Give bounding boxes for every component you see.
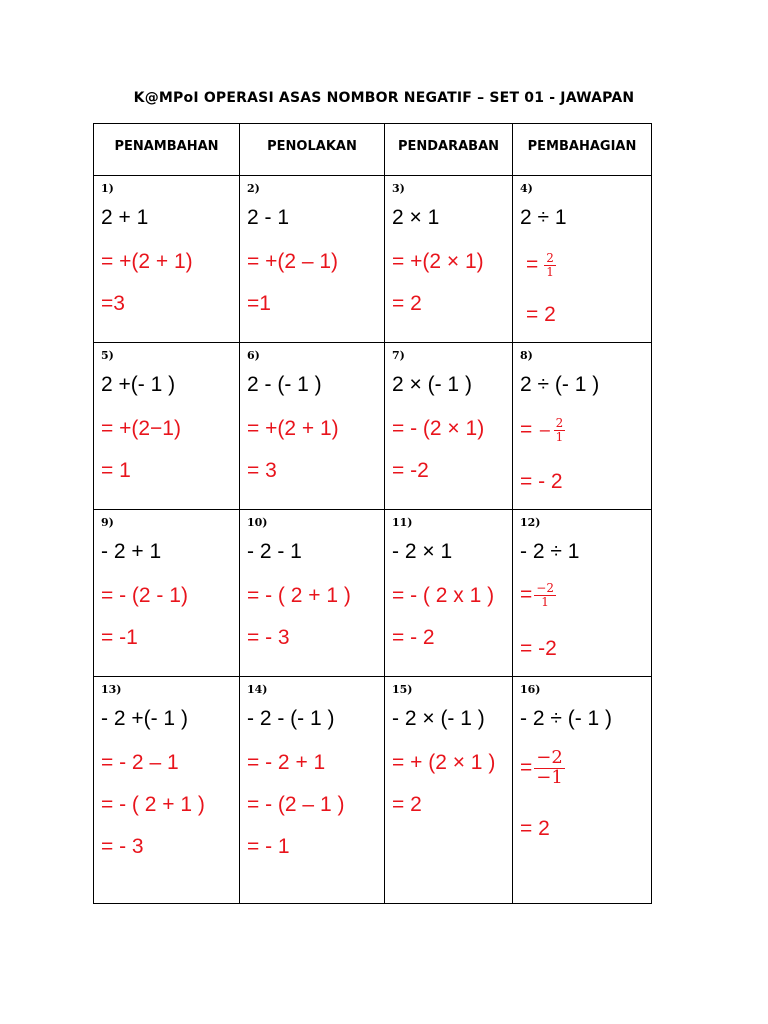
answer-step: = - 2 – 1 [101,751,179,774]
answer-step: = - 2 [520,470,563,493]
fraction-numerator: 2 [555,416,564,430]
problem-question: 2 ÷ 1 [520,206,567,229]
table-row [94,677,652,904]
problem-question: 2 × (- 1 ) [392,373,472,396]
problem-number: 2) [247,182,260,195]
header-penolakan: PENOLAKAN [240,124,385,176]
answer-step: = - 2 [392,626,435,649]
header-pendaraban: PENDARABAN [385,124,513,176]
problem-question: 2 +(- 1 ) [101,373,176,396]
problem-cell [513,510,652,677]
page-title: K@MPoI OPERASI ASAS NOMBOR NEGATIF – SET 01 - JAWAPAN [133,90,635,106]
answer-step: = - ( 2 + 1 ) [247,584,351,607]
fraction-numerator: −2 [536,747,563,768]
answer-step: = - ( 2 x 1 ) [392,584,495,607]
problem-question: 2 ÷ (- 1 ) [520,373,600,396]
problem-number: 16) [520,683,541,696]
problem-question: - 2 +(- 1 ) [101,707,188,730]
problem-number: 8) [520,349,533,362]
problem-cell [385,510,513,677]
problem-number: 13) [101,683,122,696]
problem-cell [94,677,240,904]
answer-step: = - (2 – 1 ) [247,793,345,816]
answer-step: = +(2 + 1) [101,250,193,273]
answer-table [93,123,652,904]
fraction-step [520,749,565,788]
problem-question: 2 - (- 1 ) [247,373,322,396]
problem-number: 10) [247,516,268,529]
answer-step: = - 1 [247,835,290,858]
problem-cell [240,343,385,510]
problem-cell [385,176,513,343]
problem-question: - 2 - (- 1 ) [247,707,335,730]
fraction [554,417,566,443]
problem-question: - 2 ÷ (- 1 ) [520,707,613,730]
answer-step: = - (2 × 1) [392,417,485,440]
answer-step: = 2 [392,793,422,816]
header-penambahan: PENAMBAHAN [94,124,240,176]
answer-step: = - ( 2 + 1 ) [101,793,205,816]
problem-number: 5) [101,349,114,362]
equals-sign: = [520,418,533,442]
fraction-step [526,252,556,278]
answer-step: =3 [101,292,125,315]
answer-step: = -2 [392,459,429,482]
minus-sign: − [538,420,552,440]
problem-cell [513,677,652,904]
problem-number: 6) [247,349,260,362]
problem-question: 2 + 1 [101,206,149,229]
fraction-denominator: 1 [541,594,549,609]
answer-step: = 3 [247,459,277,482]
fraction-step [520,582,556,608]
fraction-numerator: 2 [546,251,554,265]
fraction [534,582,556,608]
answer-step: = 2 [520,817,550,840]
answer-step: = +(2 + 1) [247,417,339,440]
answer-step: = 2 [392,292,422,315]
answer-step: = 2 [526,303,556,326]
problem-number: 4) [520,182,533,195]
answer-step: = -2 [520,637,557,660]
fraction [534,749,565,788]
fraction-denominator: 1 [555,429,564,444]
answer-step: =1 [247,292,271,315]
problem-cell [240,510,385,677]
problem-question: - 2 ÷ 1 [520,540,580,563]
problem-question: 2 × 1 [392,206,440,229]
problem-question: - 2 × (- 1 ) [392,707,485,730]
problem-question: - 2 - 1 [247,540,302,563]
answer-step: = +(2 – 1) [247,250,339,273]
answer-step: = - 3 [101,835,144,858]
answer-step: = +(2−1) [101,417,181,440]
fraction [544,252,556,278]
answer-step: = - 3 [247,626,290,649]
answer-step: = - (2 - 1) [101,584,188,607]
problem-question: 2 - 1 [247,206,290,229]
problem-question: - 2 × 1 [392,540,453,563]
problem-cell [513,343,652,510]
answer-step: = - 2 + 1 [247,751,326,774]
problem-question: - 2 + 1 [101,540,162,563]
answer-step: = -1 [101,626,138,649]
problem-number: 15) [392,683,413,696]
equals-sign: = [526,253,539,277]
problem-cell [240,176,385,343]
equals-sign: = [520,756,533,780]
problem-cell [94,510,240,677]
fraction-numerator: −2 [536,581,554,595]
problem-cell [513,176,652,343]
problem-number: 7) [392,349,405,362]
answer-step: = + (2 × 1 ) [392,751,496,774]
equals-sign: = [520,583,533,607]
problem-cell [94,176,240,343]
problem-number: 1) [101,182,114,195]
header-pembahagian: PEMBAHAGIAN [513,124,652,176]
fraction-denominator: 1 [546,264,554,279]
header-row [94,124,652,176]
problem-cell [385,677,513,904]
answer-step: = +(2 × 1) [392,250,484,273]
answer-step: = 1 [101,459,131,482]
problem-cell [385,343,513,510]
problem-cell [240,677,385,904]
problem-cell [94,343,240,510]
problem-number: 9) [101,516,114,529]
table-row [94,510,652,677]
table-row [94,176,652,343]
problem-number: 3) [392,182,405,195]
fraction-denominator: −1 [536,766,563,788]
table-row [94,343,652,510]
problem-number: 11) [392,516,413,529]
problem-number: 14) [247,683,268,696]
problem-number: 12) [520,516,541,529]
fraction-step [520,417,565,443]
